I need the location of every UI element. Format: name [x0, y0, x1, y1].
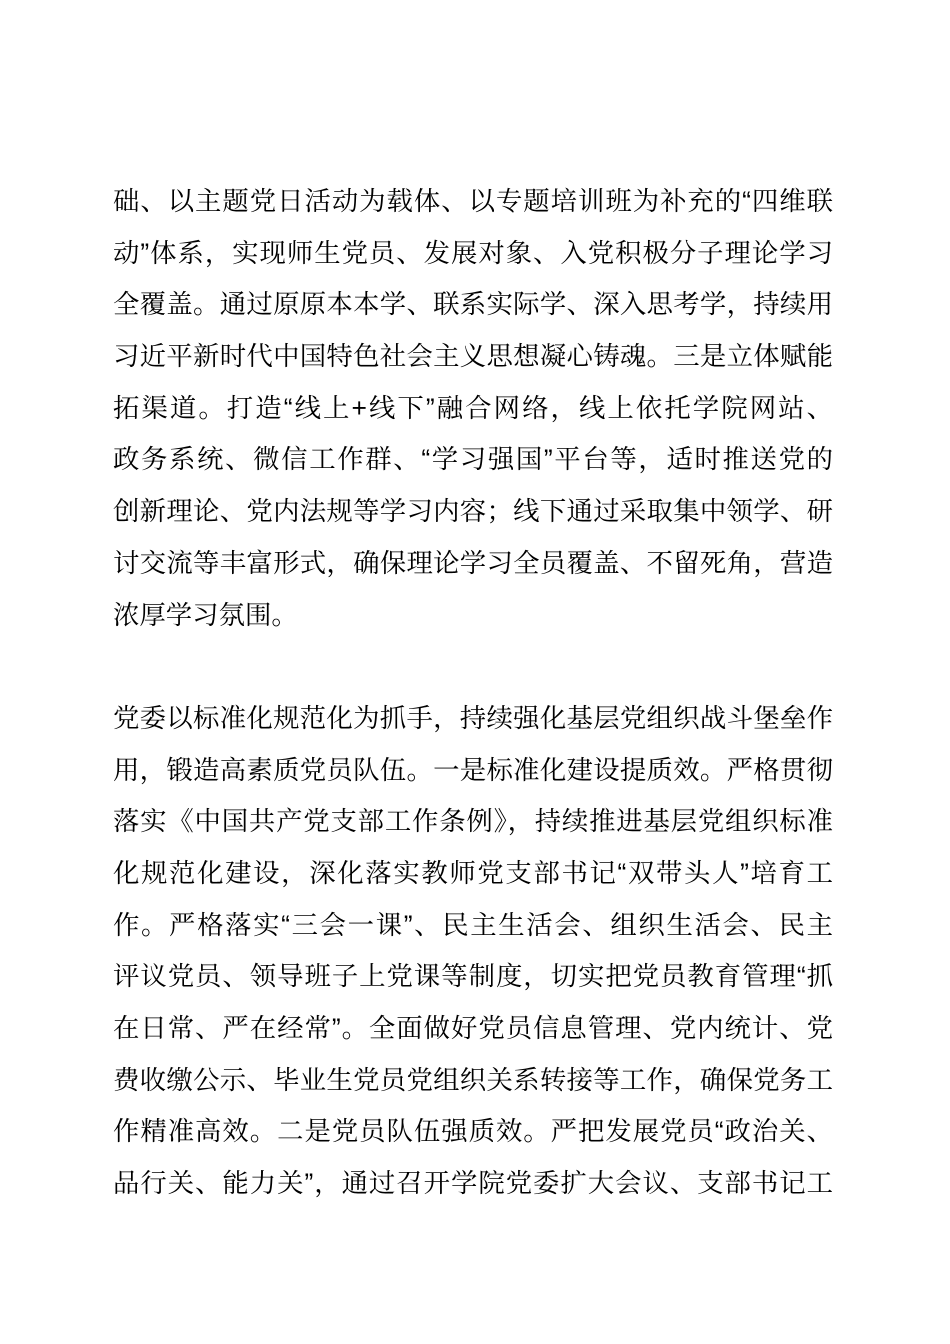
- text-line: 作。严格落实“三会一课”、民主生活会、组织生活会、民主: [113, 909, 833, 940]
- text-line: 浓厚学习氛围。: [113, 599, 298, 630]
- paragraph-continuation: [113, 176, 833, 641]
- text-line: 政务系统、微信工作群、“学习强国”平台等，适时推送党的: [113, 444, 833, 475]
- text-line: 讨交流等丰富形式，确保理论学习全员覆盖、不留死角，营造: [113, 547, 833, 578]
- paragraph-section-2: [113, 641, 833, 1210]
- text-line: 习近平新时代中国特色社会主义思想凝心铸魂。三是立体赋能: [113, 341, 833, 372]
- text-line: 全覆盖。通过原原本本学、联系实际学、深入思考学，持续用: [113, 289, 833, 320]
- text-line: 品行关、能力关”，通过召开学院党委扩大会议、支部书记工: [113, 1168, 833, 1199]
- text-block: [113, 176, 833, 1210]
- text-line: 创新理论、党内法规等学习内容；线下通过采取集中领学、研: [113, 496, 833, 527]
- text-line: 拓渠道。打造“线上+线下”融合网络，线上依托学院网站、: [113, 392, 833, 423]
- text-line: 党委以标准化规范化为抓手，持续强化基层党组织战斗堡垒作: [113, 702, 833, 733]
- text-line: [113, 641, 833, 693]
- text-line: 在日常、严在经常”。全面做好党员信息管理、党内统计、党: [113, 1013, 833, 1043]
- text-line: 落实《中国共产党支部工作条例》，持续推进基层党组织标准: [113, 806, 833, 837]
- text-line: 作精准高效。二是党员队伍强质效。严把发展党员“政治关、: [113, 1116, 833, 1147]
- text-line: 动”体系，实现师生党员、发展对象、入党积极分子理论学习: [113, 237, 833, 268]
- text-line: 用，锻造高素质党员队伍。一是标准化建设提质效。严格贯彻: [113, 754, 833, 785]
- text-line: 评议党员、领导班子上党课等制度，切实把党员教育管理“抓: [113, 961, 833, 992]
- text-line: 础、以主题党日活动为载体、以专题培训班为补充的“四维联: [113, 186, 833, 216]
- text-line: 化规范化建设，深化落实教师党支部书记“双带头人”培育工: [113, 857, 833, 888]
- text-line: 费收缴公示、毕业生党员党组织关系转接等工作，确保党务工: [113, 1064, 833, 1095]
